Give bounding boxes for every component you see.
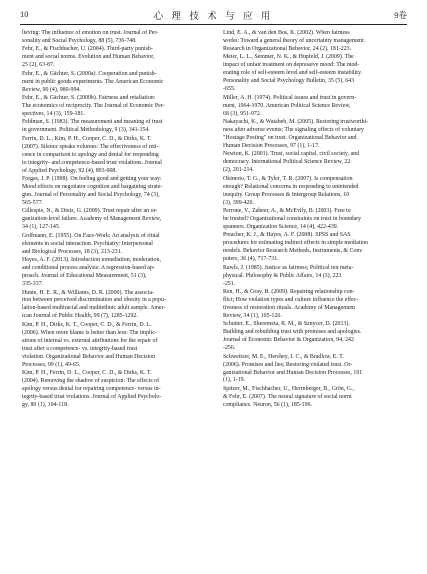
reference-line: lieving: The influence of emotion on trust. Journal of Per- bbox=[22, 30, 159, 36]
reference-line: inequity. Group Processes & Intergroup Relations, 10 bbox=[223, 191, 350, 198]
reference-line: Nakayachi, K., & Watabeb, M. (2005). Restoring trustworthi- bbox=[223, 118, 369, 125]
reference-line: tegrity-based trust violations. Journal of Applied Psycholo- bbox=[22, 393, 162, 400]
reference-line: Kim, P. H., Ferrin, D. L., Cooper, C. D., & Dirks, K. T. bbox=[22, 370, 152, 377]
reference-line: cence in comparison to apology and denial for responding bbox=[22, 151, 159, 158]
reference-line: Fehr, E., & Gächter, S. (2000b). Fairness and retaliation: bbox=[22, 95, 156, 102]
reference-line: Research in Organizational Behavior, 24 (2), 181-223. bbox=[223, 45, 352, 52]
page-header bbox=[20, 7, 407, 25]
reference-entry bbox=[223, 321, 407, 353]
reference-line: ment, 1964-1970. American Political Science Review, bbox=[223, 102, 351, 109]
reference-line: ness after adverse events; The signaling effects of voluntary bbox=[223, 126, 365, 133]
reference-line: flict; How violation types and culture influence the effec- bbox=[223, 296, 359, 303]
reference-line: Ren, H., & Gray, B. (2009). Repairing relationship con- bbox=[223, 289, 355, 295]
journal-title: 心 理 技 术 与 应 用 bbox=[153, 12, 274, 22]
reference-line: tiveness of restoration rituals. Academy of Management bbox=[223, 304, 356, 311]
reference-line: (2007). Silence speaks volumes: The effectiveness of reti- bbox=[22, 143, 159, 150]
reference-line: spectives, 14 (3), 159-181. bbox=[22, 111, 85, 118]
reference-entry bbox=[22, 71, 206, 95]
reference-line: compliance. Neuron, 56 (1), 185-196. bbox=[223, 401, 312, 408]
reference-line: spanners. Organization Science, 14 (4), 422-439. bbox=[223, 223, 339, 230]
volume-label: 9卷 bbox=[394, 10, 407, 20]
reference-line: violation. Organizational Behavior and Human Decision bbox=[22, 353, 156, 360]
reference-entry bbox=[22, 176, 206, 208]
reference-line: proach. Journal of Educational Measurement, 51 (3), bbox=[22, 273, 147, 280]
reference-entry bbox=[22, 30, 206, 46]
reference-line: trust after a competence- vs. integrity-based trust bbox=[22, 345, 138, 352]
reference-line: The economics of reciprocity. The Journal of Economic Per- bbox=[22, 103, 165, 110]
reference-entry bbox=[22, 208, 206, 232]
reference-line: Human Decision Processes, 97 (1), 1-17. bbox=[223, 142, 320, 149]
reference-line: Spitzer, M., Fischbacher, U., Herrnberger, B., Grön, G., bbox=[223, 385, 354, 392]
reference-entry bbox=[223, 176, 407, 208]
reference-line: Forgas, J. P. (1998). On feeling good and getting your way: bbox=[22, 176, 162, 183]
reference-line: 68 (3), 951-972. bbox=[223, 110, 262, 117]
reference-line: be trusted? Organizational constraints on trust in boundary bbox=[223, 215, 362, 222]
reference-line: Review, 90 (4), 980-994. bbox=[22, 86, 81, 93]
reference-line: Mood effects on negotiator cognition and bargaining strate- bbox=[22, 184, 163, 191]
reference-line: in government. Political Methodology, 9 (3), 341-354. bbox=[22, 127, 150, 134]
reference-entry bbox=[223, 232, 407, 264]
reference-line: ican Journal of Public Health, 99 (7), 1285-1292. bbox=[22, 313, 138, 320]
reference-line: Kim, P. H., Dirks, K. T., Cooper, C. D., & Ferrin, D. L. bbox=[22, 321, 152, 328]
reference-entry bbox=[22, 136, 206, 176]
reference-line: Personality and Social Psychology Bulletin, 35 (5), 643 bbox=[223, 78, 355, 85]
reference-line: Rawls, J. (1985). Justice as fairness; Political not meta- bbox=[223, 264, 354, 271]
reference-line: to integrity- and competence-based trust violations. Journal bbox=[22, 159, 162, 166]
reference-line: sonality and Social Psychology, 88 (5), 736-748. bbox=[22, 37, 137, 44]
reference-line: Schniter, E., Sheremeta, R. M., & Sznycer, D. (2013). bbox=[223, 321, 350, 328]
reference-entry bbox=[22, 95, 206, 119]
reference-line: (1), 1-19. bbox=[223, 377, 246, 384]
reference-line: (3), 399-420. bbox=[223, 199, 254, 206]
reference-line: (2004). Removing the shadow of suspicion: The effects of bbox=[22, 377, 160, 384]
reference-line: Miller, A. H. (1974). Political issues and trust in govern- bbox=[223, 94, 357, 101]
reference-line: and Biological Processes, 18 (3), 213-231. bbox=[22, 248, 123, 255]
reference-entry bbox=[223, 354, 407, 386]
reference-entry bbox=[223, 30, 407, 54]
reference-entry bbox=[223, 54, 407, 94]
reference-line: Review, 34 (1), 105-126. bbox=[223, 312, 282, 319]
header-rule bbox=[20, 24, 407, 25]
reference-line: elements in social interaction. Psychiatry: Interpersonal bbox=[22, 240, 153, 247]
reference-line: "Hostage Posting" on trust. Organizational Behavior and bbox=[223, 134, 357, 141]
reference-line: ment and social norms. Evolution and Human Behavior, bbox=[22, 54, 155, 61]
reference-line: Hayes, A. F. (2013). Introduction tomediation, moderation, bbox=[22, 257, 161, 264]
reference-entry bbox=[223, 95, 407, 119]
reference-line: Perrone, V., Zaheer, A., & McEvily, B. (2003). Free to bbox=[223, 207, 351, 214]
reference-line: Hunte, H. E. R., & Williams, D. R. (2009). The associa- bbox=[22, 289, 154, 296]
reference-line: 25 (2), 63-87. bbox=[22, 62, 55, 69]
references-right-column bbox=[223, 30, 407, 410]
reference-line: Building and rebuilding trust with promises and apologies. bbox=[223, 329, 362, 336]
reference-line: 34 (1), 127-145. bbox=[22, 224, 61, 231]
reference-line: Meier, L. L., Semmer, N. K., & Hupfeld, J. (2009). The bbox=[223, 54, 354, 61]
reference-line: 565-577. bbox=[22, 200, 44, 207]
reference-line: (2006). When more blame is better than less: The implic- bbox=[22, 329, 157, 336]
reference-line: ganization-level failure. Academy of Management Review, bbox=[22, 216, 162, 223]
reference-line: Goffmann, E. (1955). On Face-Work; An analysis of ritual bbox=[22, 232, 160, 239]
reference-line: ganizational Behavior and Human Decision Processes, 101 bbox=[223, 369, 363, 376]
reference-line: impact of unfair treatment on depressive mood: The mod- bbox=[223, 62, 360, 69]
reference-line: Schweitzer, M. E., Hershey, J. C., & Bradlow, E. T. bbox=[223, 353, 344, 360]
reference-line: works: Toward a general theory of uncertainty management. bbox=[223, 37, 366, 44]
reference-entry bbox=[22, 46, 206, 70]
reference-line: 335-337. bbox=[22, 281, 44, 288]
reference-line: Gillespie, N., & Dietz, G. (2009). Trust repair after an or- bbox=[22, 208, 158, 215]
reference-line: Lind, E. A., & van den Bos, K. (2002). When fairness bbox=[223, 30, 350, 36]
reference-line: Ferrin, D. L., Kim, P. H., Cooper, C. D., & Dirks, K. T. bbox=[22, 135, 152, 142]
reference-line: -251. bbox=[223, 280, 236, 287]
reference-line: Okimoto, T. G., & Tyler, T. R. (2007). Is compensation bbox=[223, 175, 353, 182]
reference-entry bbox=[22, 322, 206, 370]
reference-line: models. Behavior Research Methods, Instruments, & Com- bbox=[223, 248, 363, 255]
reference-line: ations of internal vs. external attributions for the repair of bbox=[22, 337, 158, 344]
reference-line: Newton, K. (2001). Trust, social capital, civil society, and bbox=[223, 151, 360, 158]
reference-entry bbox=[223, 289, 407, 321]
reference-line: erating role of self-esteem level and self-esteem instability. bbox=[223, 70, 362, 77]
reference-line: puters, 36 (4), 717-731. bbox=[223, 256, 279, 263]
reference-line: Preacher, K. J., & Hayes, A. F. (2008). SPSS and SAS bbox=[223, 232, 351, 239]
reference-line: Processes, 99 (1), 49-65. bbox=[22, 361, 81, 368]
reference-line: Feldman, S. (1983). The measurement and meaning of trust bbox=[22, 119, 163, 126]
reference-line: apology versus denial for repairing competence- versus in- bbox=[22, 385, 161, 392]
reference-entry bbox=[223, 386, 407, 410]
reference-line: and conditional process analysis: A regression-based ap- bbox=[22, 265, 155, 272]
reference-entry bbox=[223, 208, 407, 232]
reference-line: & Fehr, E. (2007). The neural signature of social norm bbox=[223, 393, 352, 400]
reference-entry bbox=[223, 119, 407, 151]
reference-line: gies. Journal of Personality and Social Psychology, 74 (3), bbox=[22, 192, 160, 199]
reference-line: -655. bbox=[223, 86, 236, 93]
reference-entry bbox=[22, 370, 206, 410]
reference-line: of Applied Psychology, 92 (4), 893-908. bbox=[22, 167, 117, 174]
reference-line: (2006). Promises and lies; Restoring violated trust. Or- bbox=[223, 361, 353, 368]
reference-line: ment in public goods experiments. The American Economic bbox=[22, 78, 164, 85]
reference-line: procedures for estimating indirect effects in simple mediation bbox=[223, 240, 368, 247]
reference-line: democracy. International Political Science Review, 22 bbox=[223, 159, 351, 166]
reference-line: lation-based multiracial and multiethnic adult sample. Amer- bbox=[22, 305, 166, 312]
reference-entry bbox=[223, 151, 407, 175]
reference-entry bbox=[22, 257, 206, 289]
reference-line: Fehr, E., & Gächter, S. (2000a). Cooperation and punish- bbox=[22, 70, 157, 77]
reference-line: physical. Philosophy & Public Affairs, 14 (3), 223 bbox=[223, 272, 342, 279]
reference-entry bbox=[22, 119, 206, 135]
reference-entry bbox=[223, 265, 407, 289]
reference-line: gy, 89 (1), 104-118. bbox=[22, 401, 69, 408]
reference-line: Fehr, E., & Fischbacher, U. (2004). Third-party punish- bbox=[22, 46, 153, 53]
reference-line: (2), 201-214. bbox=[223, 167, 254, 174]
page-number: 10 bbox=[20, 9, 29, 19]
reference-entry bbox=[22, 233, 206, 257]
reference-line: enough? Relational concerns in responding to unintended bbox=[223, 183, 359, 190]
reference-entry bbox=[22, 290, 206, 322]
reference-line: Journal of Economic Behavior & Organization, 94, 242 bbox=[223, 337, 354, 344]
reference-line: tion between perceived discrimination and obesity in a popu- bbox=[22, 297, 166, 304]
references-left-column bbox=[22, 30, 206, 410]
reference-line: -256. bbox=[223, 345, 236, 352]
